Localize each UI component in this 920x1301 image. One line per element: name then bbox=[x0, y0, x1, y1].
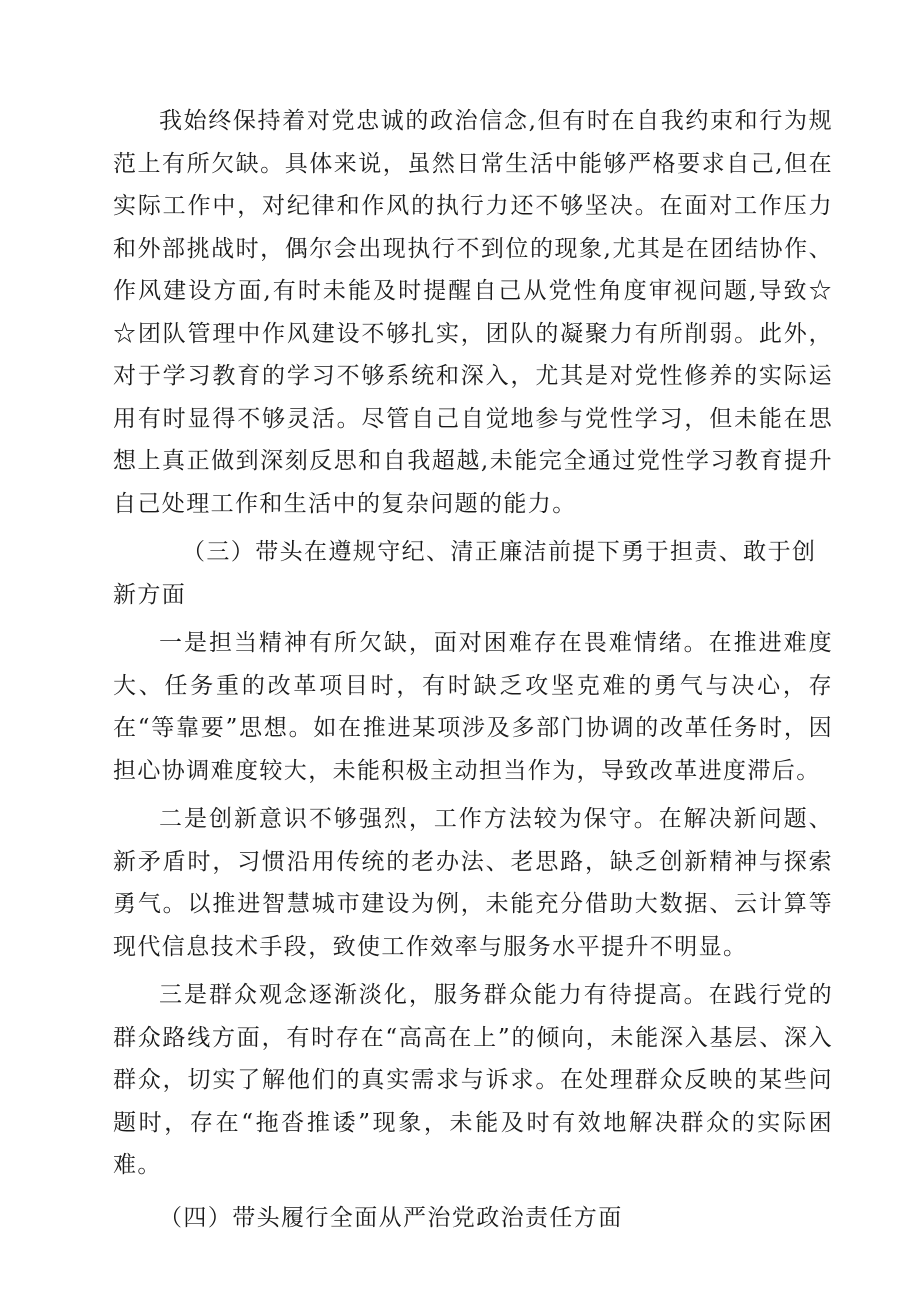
paragraph-point-1: 一是担当精神有所欠缺，面对困难存在畏难情绪。在推进难度大、任务重的改革项目时，有时缺乏攻坚克难的勇气与决心，存在“等靠要”思想。如在推进某项涉及多部门协调的改革任务时，因担心协调难度较大，未能积极主动担当作为，导致改革进度滞后。 bbox=[113, 630, 833, 784]
paragraph-self-discipline: 我始终保持着对党忠诚的政治信念,但有时在自我约束和行为规范上有所欠缺。具体来说，虽然日常生活中能够严格要求自己,但在实际工作中，对纪律和作风的执行力还不够坚决。在面对工作压力和外部挑战时，偶尔会出现执行不到位的现象,尤其是在团结协作、作风建设方面,有时未能及时提醒自己从党性角度审视问题,导致☆☆团队管理中作风建设不够扎实，团队的凝聚力有所削弱。此外，对于学习教育的学习不够系统和深入，尤其是对党性修养的实际运用有时显得不够灵活。尽管自己自觉地参与党性学习，但未能在思想上真正做到深刻反思和自我超越,未能完全通过党性学习教育提升自己处理工作和生活中的复杂问题的能力。 bbox=[113, 108, 833, 517]
paragraph-point-2: 二是创新意识不够强烈，工作方法较为保守。在解决新问题、新矛盾时，习惯沿用传统的老办法、老思路，缺乏创新精神与探索勇气。以推进智慧城市建设为例，未能充分借助大数据、云计算等现代信息技术手段，致使工作效率与服务水平提升不明显。 bbox=[113, 806, 833, 960]
section-heading-4: （四）带头履行全面从严治党政治责任方面 bbox=[159, 1204, 623, 1231]
paragraph-point-3: 三是群众观念逐渐淡化，服务群众能力有待提高。在践行党的群众路线方面，有时存在“高高在上”的倾向，未能深入基层、深入群众，切实了解他们的真实需求与诉求。在处理群众反映的某些问题时，存在“拖沓推诿”现象，未能及时有效地解决群众的实际困难。 bbox=[113, 982, 833, 1178]
section-heading-3: （三）带头在遵规守纪、清正廉洁前提下勇于担责、敢于创新方面 bbox=[113, 539, 817, 608]
document-body bbox=[113, 100, 833, 1239]
